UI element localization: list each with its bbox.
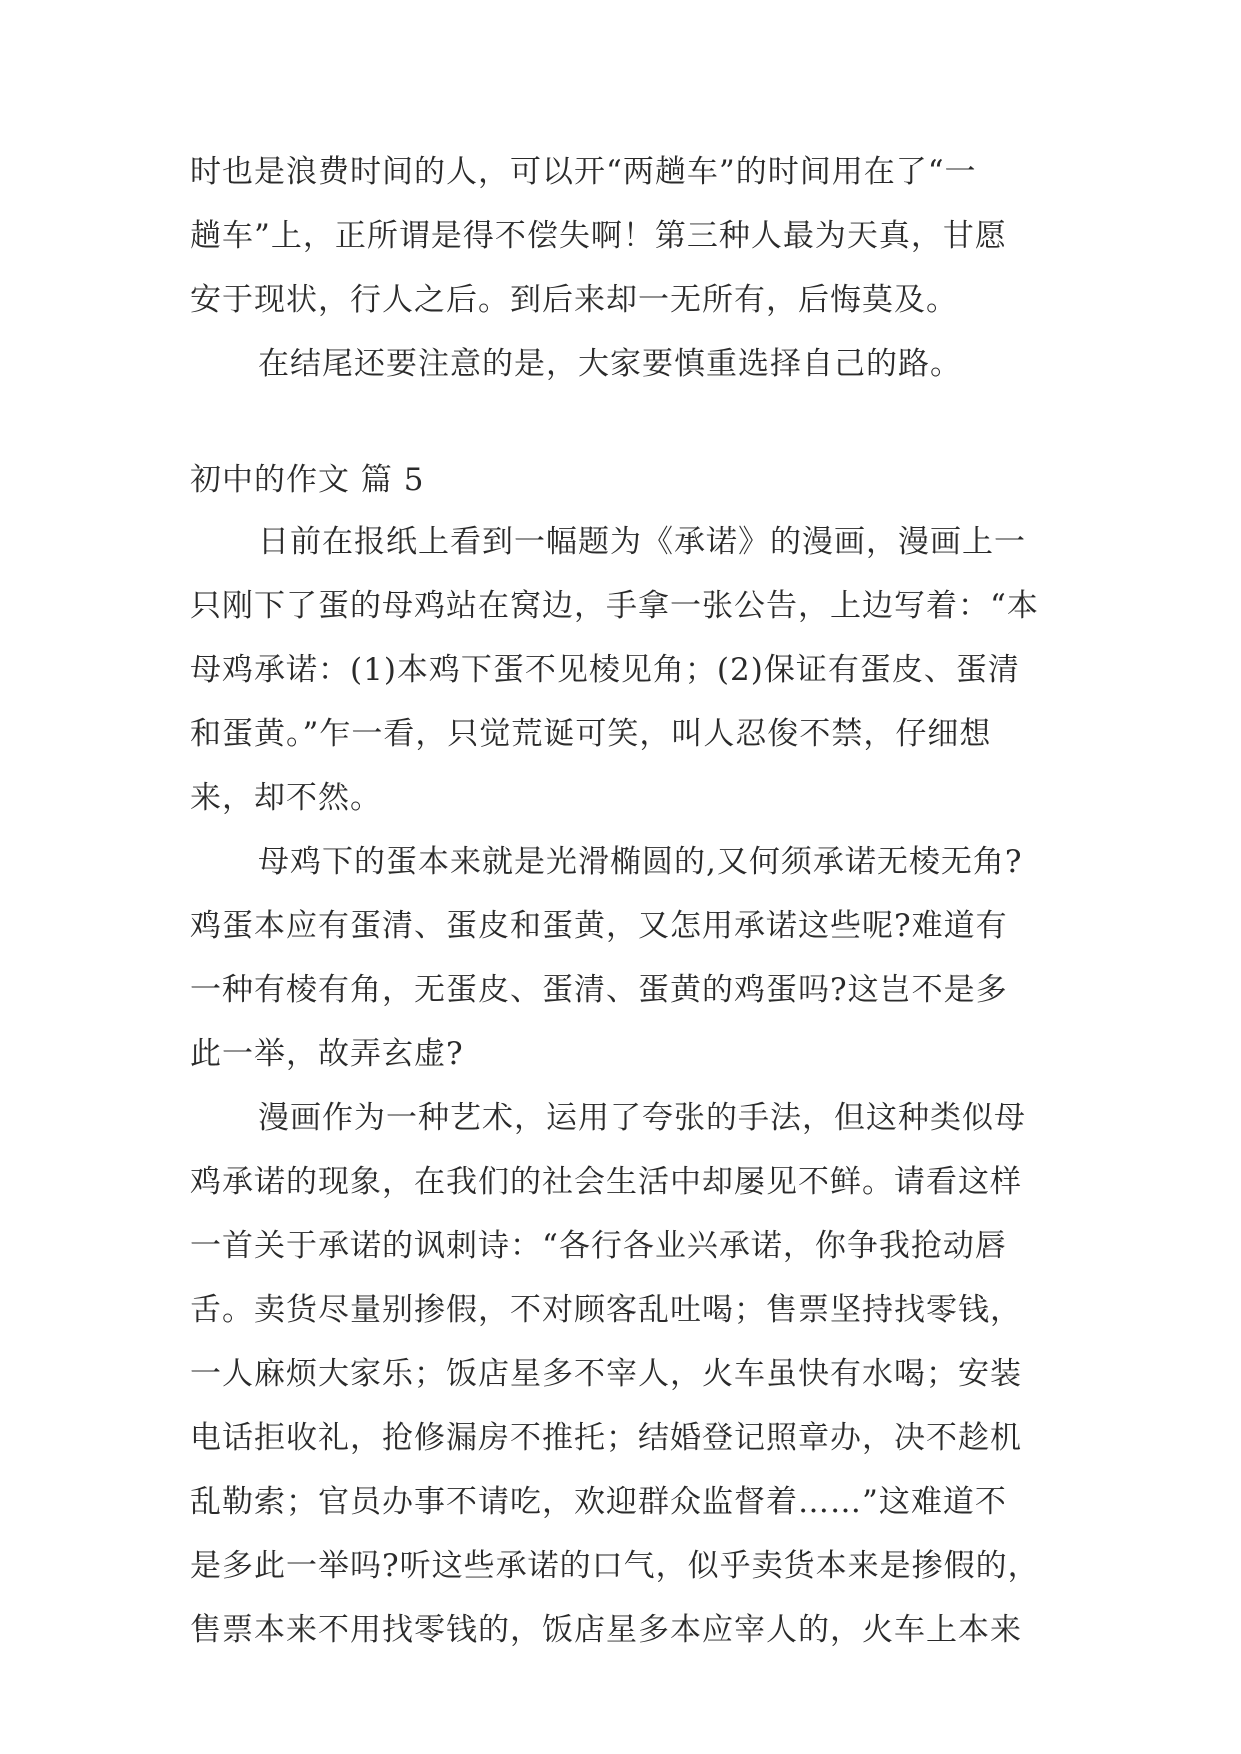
text-line: 一种有棱有角，无蛋皮、蛋清、蛋黄的鸡蛋吗?这岂不是多	[190, 972, 1008, 1008]
text-line: 来，却不然。	[190, 780, 382, 816]
text-line: 日前在报纸上看到一幅题为《承诺》的漫画，漫画上一	[258, 524, 1026, 560]
text-line: 母鸡下的蛋本来就是光滑椭圆的,又何须承诺无棱无角?	[258, 844, 1023, 880]
text-line: 母鸡承诺：(1)本鸡下蛋不见棱见角；(2)保证有蛋皮、蛋清	[190, 652, 1020, 688]
text-line: 一人麻烦大家乐；饭店星多不宰人，火车虽快有水喝；安装	[190, 1356, 1022, 1392]
text-line: 一首关于承诺的讽刺诗：“各行各业兴承诺，你争我抢动唇	[190, 1228, 1007, 1264]
section-heading: 初中的作文 篇 5	[190, 462, 425, 498]
text-line: 鸡蛋本应有蛋清、蛋皮和蛋黄，又怎用承诺这些呢?难道有	[190, 908, 1008, 944]
text-line: 只刚下了蛋的母鸡站在窝边，手拿一张公告，上边写着：“本	[190, 588, 1039, 624]
text-line: 趟车”上，正所谓是得不偿失啊！第三种人最为天真，甘愿	[190, 218, 1007, 254]
text-line: 乱勒索；官员办事不请吃，欢迎群众监督着……”这难道不	[190, 1484, 1007, 1520]
section1-text	[190, 140, 1060, 396]
paragraph-1	[190, 510, 1060, 830]
text-line: 是多此一举吗?听这些承诺的口气，似乎卖货本来是掺假的，	[190, 1548, 1040, 1584]
text-line: 和蛋黄。”乍一看，只觉荒诞可笑，叫人忍俊不禁，仔细想	[190, 716, 992, 752]
text-line: 鸡承诺的现象，在我们的社会生活中却屡见不鲜。请看这样	[190, 1164, 1022, 1200]
paragraph-3	[190, 1086, 1060, 1662]
text-line: 时也是浪费时间的人，可以开“两趟车”的时间用在了“一	[190, 154, 977, 190]
text-line: 电话拒收礼，抢修漏房不推托；结婚登记照章办，决不趁机	[190, 1420, 1022, 1456]
section2-body	[190, 510, 1060, 1662]
closing-sentence: 在结尾还要注意的是，大家要慎重选择自己的路。	[258, 346, 962, 382]
text-line: 此一举，故弄玄虚?	[190, 1036, 464, 1072]
text-line: 漫画作为一种艺术，运用了夸张的手法，但这种类似母	[258, 1100, 1026, 1136]
text-line: 安于现状，行人之后。到后来却一无所有，后悔莫及。	[190, 282, 958, 318]
text-line: 售票本来不用找零钱的，饭店星多本应宰人的，火车上本来	[190, 1612, 1022, 1648]
section2-heading-block	[190, 448, 1060, 512]
paragraph-2	[190, 830, 1060, 1086]
text-line: 舌。卖货尽量别掺假，不对顾客乱吐喝；售票坚持找零钱，	[190, 1292, 1022, 1328]
